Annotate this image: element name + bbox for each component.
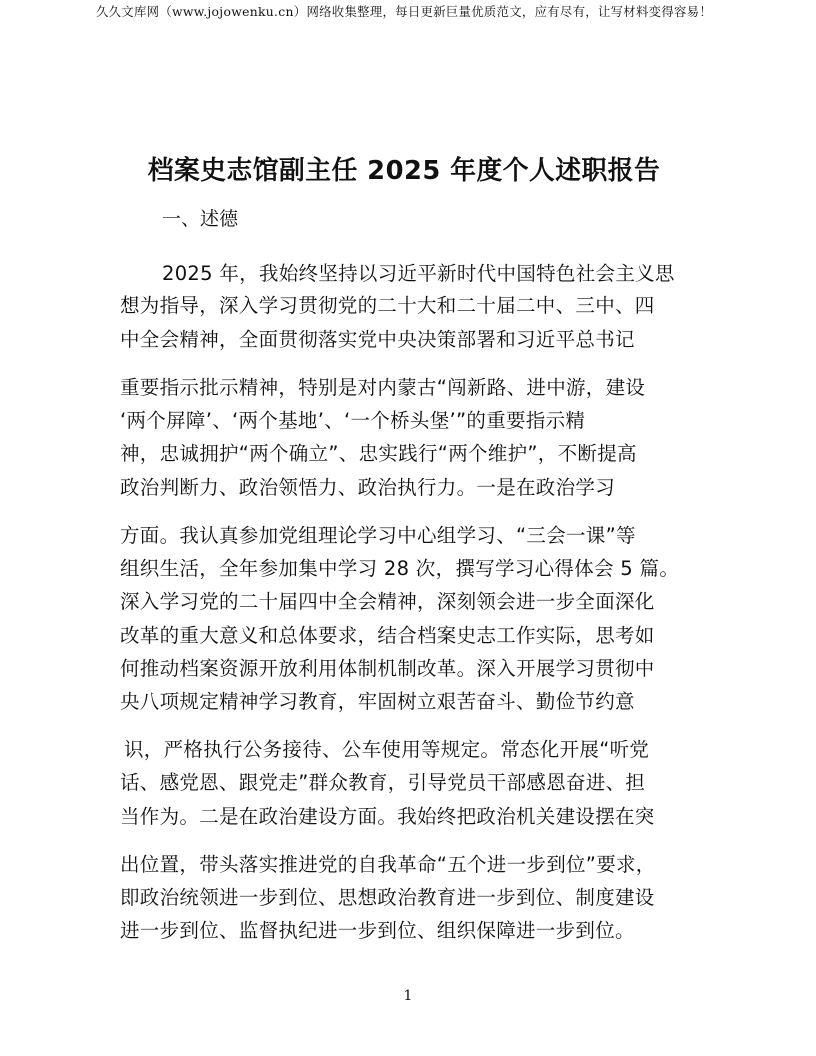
page-number: 1 xyxy=(403,988,413,1004)
body-line: 何推动档案资源开放利用体制机制改革。深入开展学习贯彻中 xyxy=(120,657,655,680)
body-line: 进一步到位、监督执纪进一步到位、组织保障进一步到位。 xyxy=(120,919,635,942)
body-line: 即政治统领进一步到位、思想政治教育进一步到位、制度建设 xyxy=(120,886,655,909)
section-heading: 一、述德 xyxy=(162,208,239,230)
body-line: 神，忠诚拥护“两个确立”、忠实践行“两个维护”，不断提高 xyxy=(120,442,637,465)
body-line: 央八项规定精神学习教育，牢固树立艰苦奋斗、勤俭节约意 xyxy=(120,690,635,713)
body-line: 改革的重大意义和总体要求，结合档案史志工作实际，思考如 xyxy=(120,624,655,647)
body-line: 话、感党恩、跟党走”群众教育，引导党员干部感恩奋进、担 xyxy=(120,771,646,794)
body-line: 政治判断力、政治领悟力、政治执行力。一是在政治学习 xyxy=(120,476,616,499)
body-line: 想为指导，深入学习贯彻党的二十大和二十届二中、三中、四 xyxy=(120,294,655,317)
body-line: 方面。我认真参加党组理论学习中心组学习、“三会一课”等 xyxy=(120,524,636,547)
body-line: 中全会精神，全面贯彻落实党中央决策部署和习近平总书记 xyxy=(120,328,635,351)
body-line: ‘两个屏障’、‘两个基地’、‘一个桥头堡’”的重要指示精 xyxy=(120,409,586,432)
body-line: 出位置，带头落实推进党的自我革命“五个进一步到位”要求， xyxy=(120,853,656,876)
document-title: 档案史志馆副主任 2025 年度个人述职报告 xyxy=(147,156,661,186)
body-line: 识，严格执行公务接待、公车使用等规定。常态化开展“听党 xyxy=(124,738,650,761)
body-line: 组织生活，全年参加集中学习 28 次，撰写学习心得体会 5 篇。 xyxy=(120,557,680,580)
body-line: 当作为。二是在政治建设方面。我始终把政治机关建设摆在突 xyxy=(120,805,655,828)
header-note: 久久文库网（www.jojowenku.cn）网络收集整理，每日更新巨量优质范文，应有尽有，让写材料变得容易！ xyxy=(95,4,713,19)
body-line: 重要指示批示精神，特别是对内蒙古“闯新路、进中游，建设 xyxy=(120,376,646,399)
body-line: 深入学习党的二十届四中全会精神，深刻领会进一步全面深化 xyxy=(120,590,655,613)
body-line: 2025 年，我始终坚持以习近平新时代中国特色社会主义思 xyxy=(162,262,675,285)
